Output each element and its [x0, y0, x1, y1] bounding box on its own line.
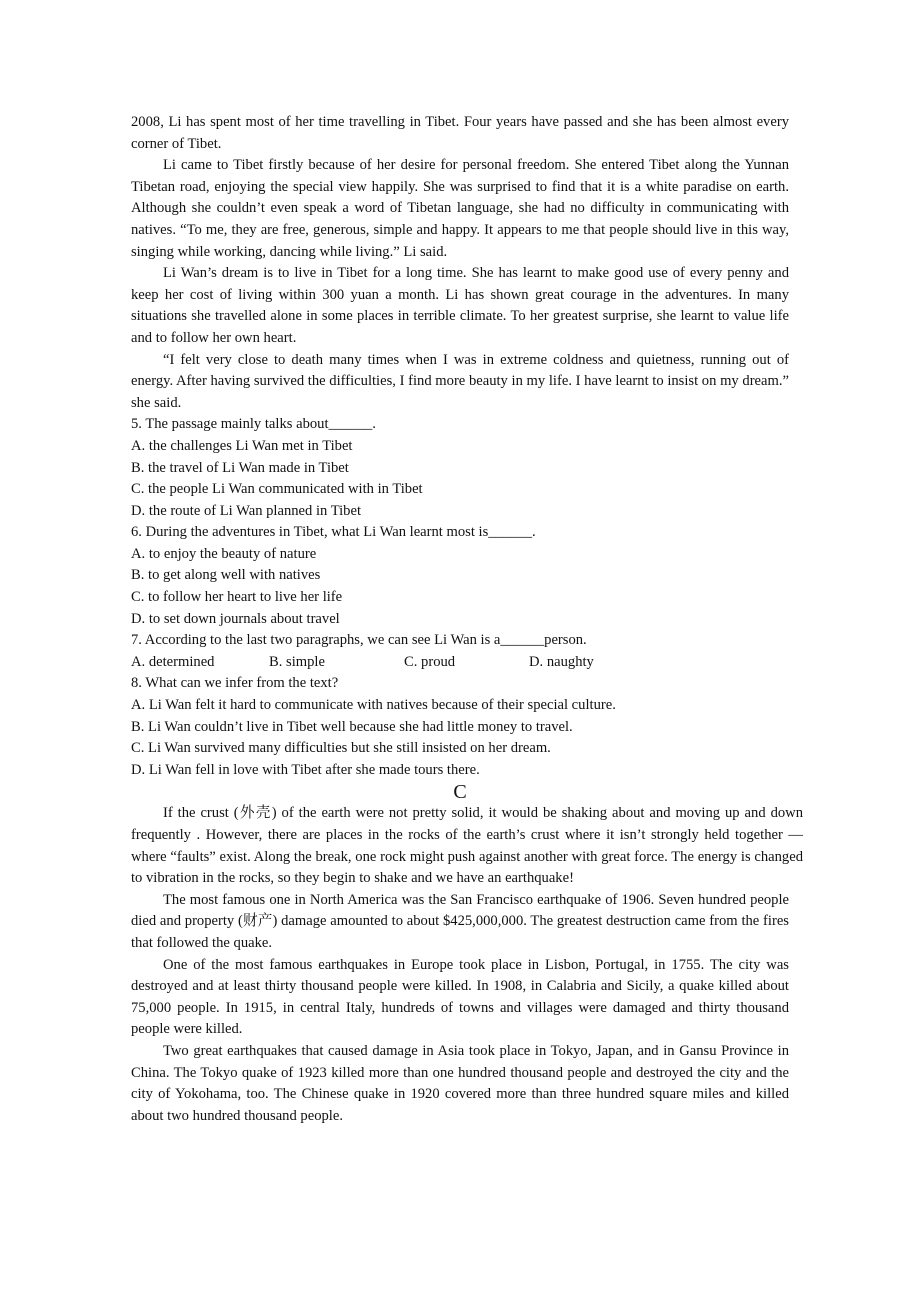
exam-page: [131, 112, 803, 1127]
question-8-stem: 8. What can we infer from the text?: [131, 675, 339, 692]
passage-b-paragraph: “I felt very close to death many times when I was in extreme coldness and quietness, running out of energy. After having survived the difficulties, I find more beauty in my life. I have learnt to insist on my dream.” she said.: [131, 351, 789, 411]
question-7-options: [131, 652, 789, 674]
question-6-stem: 6. During the adventures in Tibet, what Li Wan learnt most is______.: [131, 524, 536, 541]
question-7-option-d: D. naughty: [529, 653, 594, 670]
question-8-option-b: B. Li Wan couldn’t live in Tibet well because she had little money to travel.: [131, 718, 573, 735]
question-6-option-a: A. to enjoy the beauty of nature: [131, 545, 317, 562]
question-6-option-c: C. to follow her heart to live her life: [131, 589, 343, 606]
question-5-option-c: C. the people Li Wan communicated with in Tibet: [131, 481, 423, 498]
passage-b-paragraph: Li Wan’s dream is to live in Tibet for a long time. She has learnt to make good use of every penny and keep her cost of living within 300 yuan a month. Li has shown great courage in the adventures. In many situations she travelled alone in some places in terrible climate. To her greatest surprise, she learnt to value life and to follow her own heart.: [131, 265, 789, 346]
question-6-option-d: D. to set down journals about travel: [131, 610, 340, 627]
question-8-option-d: D. Li Wan fell in love with Tibet after she made tours there.: [131, 761, 480, 778]
question-6-option-b: B. to get along well with natives: [131, 567, 321, 584]
passage-c-paragraph: One of the most famous earthquakes in Europe took place in Lisbon, Portugal, in 1755. The city was destroyed and at least thirty thousand people were killed. In 1908, in Calabria and Sicily, a quake killed about 75,000 people. In 1915, in central Italy, hundreds of towns and villages were damaged and thirty thousand people were killed.: [131, 956, 789, 1038]
question-7-option-b: B. simple: [269, 653, 325, 670]
question-7-stem: 7. According to the last two paragraphs, we can see Li Wan is a______person.: [131, 632, 587, 649]
question-5-option-b: B. the travel of Li Wan made in Tibet: [131, 459, 349, 476]
question-8-option-c: C. Li Wan survived many difficulties but she still insisted on her dream.: [131, 740, 551, 757]
question-5-stem: 5. The passage mainly talks about______.: [131, 416, 376, 433]
passage-c-paragraph: The most famous one in North America was the San Francisco earthquake of 1906. Seven hundred people died and property (财产) damage amounted to about $425,000,000. The greatest destruction came from the fires that followed the quake.: [131, 891, 789, 951]
question-5-option-a: A. the challenges Li Wan met in Tibet: [131, 437, 353, 454]
question-8-option-a: A. Li Wan felt it hard to communicate with natives because of their special culture.: [131, 697, 616, 714]
passage-c-paragraph: If the crust (外壳) of the earth were not pretty solid, it would be shaking about and moving up and down frequently . However, there are places in the rocks of the earth’s crust where it isn’t strongly held together — where “faults” exist. Along the break, one rock might push against another with great force. The energy is changed to vibration in the rocks, so they begin to shake and we have an earthquake!: [131, 805, 803, 887]
passage-b-paragraph: Li came to Tibet firstly because of her desire for personal freedom. She entered Tibet along the Yunnan Tibetan road, enjoying the special view happily. She was surprised to find that it is a white paradise on earth. Although she couldn’t even speak a word of Tibetan language, she had no difficulty in communicating with natives. “To me, they are free, generous, simple and happy. It appears to me that people should live in this way, singing while working, dancing while living.” Li said.: [131, 157, 789, 260]
question-5-option-d: D. the route of Li Wan planned in Tibet: [131, 502, 362, 519]
question-7-option-a: A. determined: [131, 653, 215, 670]
passage-c-paragraph: Two great earthquakes that caused damage in Asia took place in Tokyo, Japan, and in Gansu Province in China. The Tokyo quake of 1923 killed more than one hundred thousand people and destroyed the city and the city of Yokohama, too. The Chinese quake in 1920 covered more than three hundred square miles and killed about two hundred thousand people.: [131, 1042, 789, 1124]
passage-b-paragraph: 2008, Li has spent most of her time travelling in Tibet. Four years have passed and she has been almost every corner of Tibet.: [131, 114, 789, 152]
section-heading-c: C: [453, 781, 467, 804]
question-7-option-c: C. proud: [404, 653, 456, 670]
